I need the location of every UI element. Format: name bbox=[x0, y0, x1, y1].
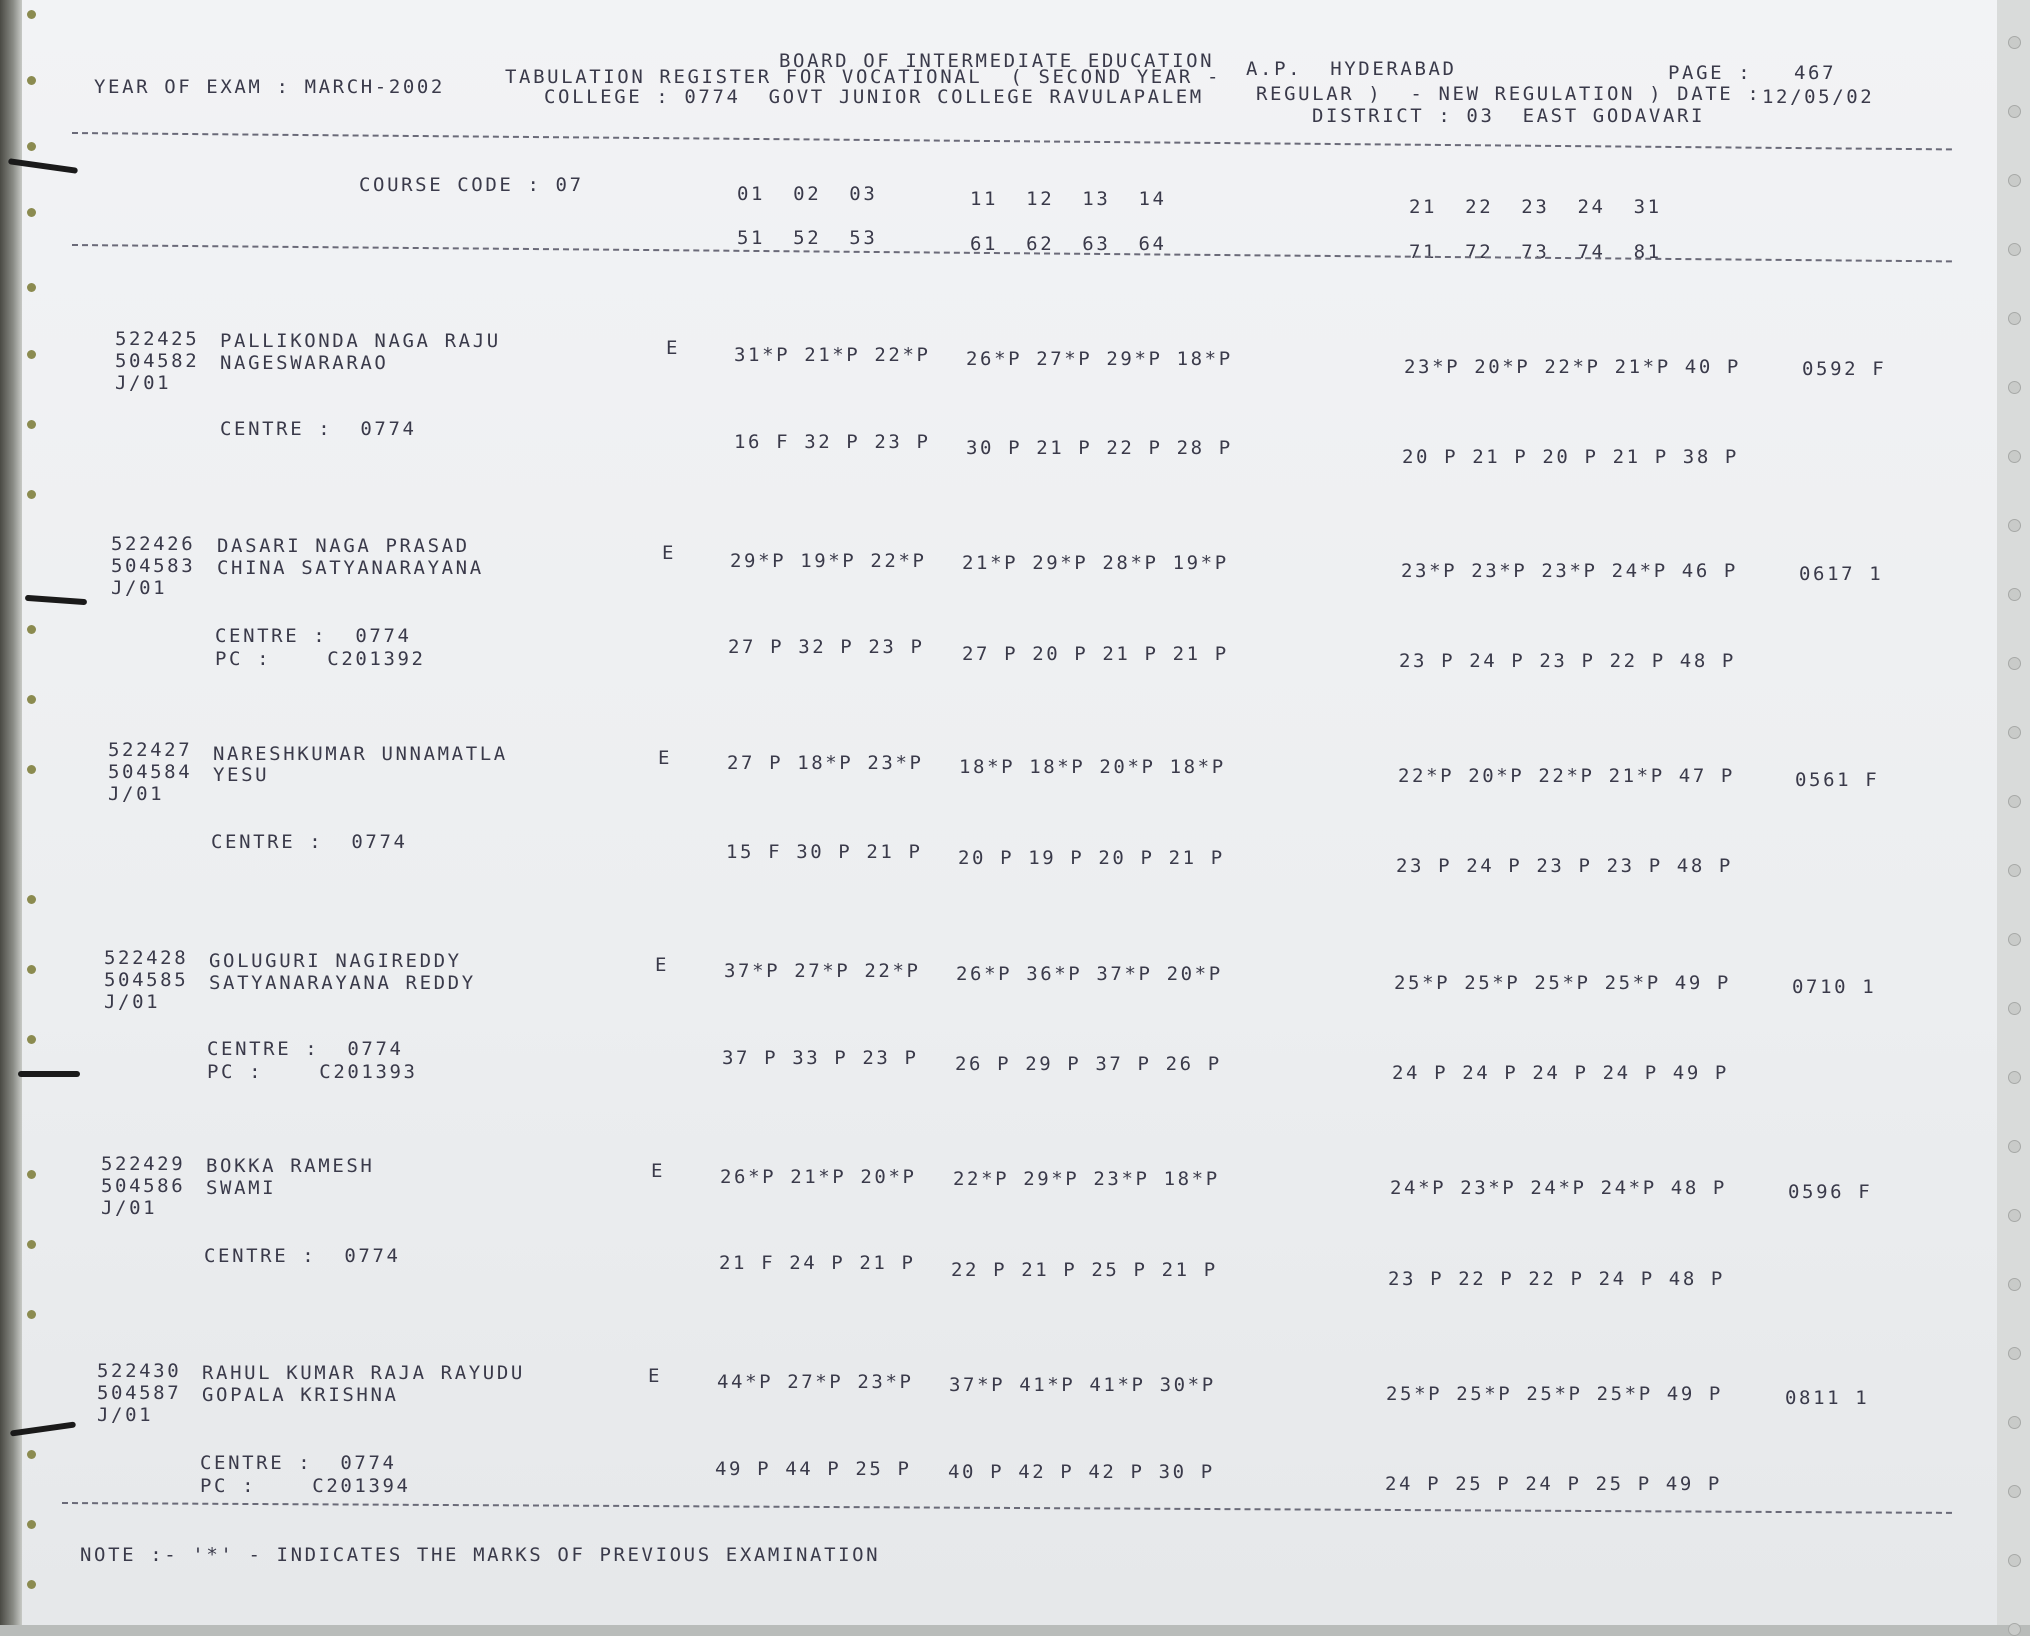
group-code: J/01 bbox=[101, 1197, 158, 1219]
marks-group1: 26*P 21*P 20*P bbox=[720, 1166, 917, 1188]
district-info: DISTRICT : 03 EAST GODAVARI bbox=[1312, 105, 1706, 127]
medium: E bbox=[648, 1365, 663, 1387]
binder-strap bbox=[18, 1071, 80, 1077]
binder-hole bbox=[27, 1035, 36, 1044]
binder-hole bbox=[27, 1580, 36, 1589]
hall-ticket-number: 522430 bbox=[97, 1360, 182, 1382]
register-title: TABULATION REGISTER FOR VOCATIONAL ( SECOND YEAR - bbox=[505, 66, 1221, 88]
year-of-exam: YEAR OF EXAM : MARCH-2002 bbox=[94, 76, 445, 98]
current-marks-group2: 22 P 21 P 25 P 21 P bbox=[951, 1259, 1218, 1281]
tabulation-register-page bbox=[22, 0, 1997, 1625]
group-code: J/01 bbox=[97, 1404, 154, 1426]
feed-hole bbox=[2008, 1209, 2021, 1222]
feed-hole bbox=[2008, 174, 2021, 187]
current-marks-group2: 30 P 21 P 22 P 28 P bbox=[966, 437, 1233, 459]
marks-group2: 26*P 36*P 37*P 20*P bbox=[956, 963, 1223, 985]
pc-code: PC : C201392 bbox=[215, 648, 426, 670]
footer-divider bbox=[62, 1502, 1952, 1514]
hall-ticket-number: 522425 bbox=[115, 328, 200, 350]
binder-edge bbox=[0, 0, 22, 1625]
marks-group1: 44*P 27*P 23*P bbox=[717, 1371, 914, 1393]
column-heading-group1-row1: 01 02 03 bbox=[737, 183, 878, 205]
total-result: 0592 F bbox=[1802, 358, 1887, 380]
total-result: 0710 1 bbox=[1792, 976, 1877, 998]
feed-hole bbox=[2008, 1140, 2021, 1153]
group-code: J/01 bbox=[115, 372, 172, 394]
feed-hole bbox=[2008, 105, 2021, 118]
feed-hole bbox=[2008, 519, 2021, 532]
binder-hole bbox=[27, 1240, 36, 1249]
marks-group3: 25*P 25*P 25*P 25*P 49 P bbox=[1394, 972, 1731, 994]
current-marks-group3: 24 P 25 P 24 P 25 P 49 P bbox=[1385, 1473, 1722, 1495]
board-location: A.P. HYDERABAD bbox=[1246, 58, 1457, 80]
current-marks-group3: 24 P 24 P 24 P 24 P 49 P bbox=[1392, 1062, 1729, 1084]
group-code: J/01 bbox=[108, 783, 165, 805]
current-marks-group1: 16 F 32 P 23 P bbox=[734, 431, 931, 453]
group-code: J/01 bbox=[104, 991, 161, 1013]
marks-group3: 22*P 20*P 22*P 21*P 47 P bbox=[1398, 765, 1735, 787]
binder-hole bbox=[27, 490, 36, 499]
marks-group1: 37*P 27*P 22*P bbox=[724, 960, 921, 982]
registration-number: 504583 bbox=[111, 555, 196, 577]
binder-hole bbox=[27, 283, 36, 292]
regulation: REGULAR ) - NEW REGULATION ) DATE : bbox=[1256, 83, 1762, 105]
feed-hole bbox=[2008, 36, 2021, 49]
current-marks-group1: 49 P 44 P 25 P bbox=[715, 1458, 912, 1480]
medium: E bbox=[655, 954, 670, 976]
marks-group1: 31*P 21*P 22*P bbox=[734, 344, 931, 366]
binder-hole bbox=[27, 1170, 36, 1179]
centre-code: CENTRE : 0774 bbox=[215, 625, 412, 647]
hall-ticket-number: 522429 bbox=[101, 1153, 186, 1175]
feed-hole bbox=[2008, 657, 2021, 670]
feed-hole bbox=[2008, 1554, 2021, 1567]
current-marks-group3: 23 P 24 P 23 P 23 P 48 P bbox=[1396, 855, 1733, 877]
student-name: NARESHKUMAR UNNAMATLA bbox=[213, 743, 508, 765]
college-info: COLLEGE : 0774 GOVT JUNIOR COLLEGE RAVULAPALEM bbox=[544, 86, 1204, 108]
column-heading-group2-row2: 61 62 63 64 bbox=[970, 233, 1167, 255]
binder-hole bbox=[27, 350, 36, 359]
father-name: GOPALA KRISHNA bbox=[202, 1384, 399, 1406]
pc-code: PC : C201393 bbox=[207, 1061, 418, 1083]
marks-group3: 23*P 20*P 22*P 21*P 40 P bbox=[1404, 356, 1741, 378]
marks-group3: 25*P 25*P 25*P 25*P 49 P bbox=[1386, 1383, 1723, 1405]
course-code: COURSE CODE : 07 bbox=[359, 174, 584, 196]
group-code: J/01 bbox=[111, 577, 168, 599]
binder-hole bbox=[27, 420, 36, 429]
feed-hole bbox=[2008, 864, 2021, 877]
board-title: BOARD OF INTERMEDIATE EDUCATION bbox=[779, 50, 1215, 72]
feed-hole bbox=[2008, 1278, 2021, 1291]
father-name: SATYANARAYANA REDDY bbox=[209, 972, 476, 994]
feed-hole bbox=[2008, 588, 2021, 601]
feed-hole bbox=[2008, 312, 2021, 325]
column-heading-group2-row1: 11 12 13 14 bbox=[970, 188, 1167, 210]
current-marks-group3: 23 P 24 P 23 P 22 P 48 P bbox=[1399, 650, 1736, 672]
feed-hole bbox=[2008, 1347, 2021, 1360]
current-marks-group1: 21 F 24 P 21 P bbox=[719, 1252, 916, 1274]
marks-group1: 27 P 18*P 23*P bbox=[727, 752, 924, 774]
binder-hole bbox=[27, 1310, 36, 1319]
marks-group3: 23*P 23*P 23*P 24*P 46 P bbox=[1401, 560, 1738, 582]
hall-ticket-number: 522428 bbox=[104, 947, 189, 969]
centre-code: CENTRE : 0774 bbox=[207, 1038, 404, 1060]
registration-number: 504586 bbox=[101, 1175, 186, 1197]
binder-hole bbox=[27, 208, 36, 217]
binder-hole bbox=[27, 142, 36, 151]
binder-hole bbox=[27, 10, 36, 19]
father-name: CHINA SATYANARAYANA bbox=[217, 557, 484, 579]
binder-hole bbox=[27, 76, 36, 85]
current-marks-group2: 40 P 42 P 42 P 30 P bbox=[948, 1461, 1215, 1483]
total-result: 0596 F bbox=[1788, 1181, 1873, 1203]
current-marks-group1: 15 F 30 P 21 P bbox=[726, 841, 923, 863]
binder-hole bbox=[27, 1450, 36, 1459]
registration-number: 504585 bbox=[104, 969, 189, 991]
marks-group3: 24*P 23*P 24*P 24*P 48 P bbox=[1390, 1177, 1727, 1199]
medium: E bbox=[651, 1160, 666, 1182]
marks-group1: 29*P 19*P 22*P bbox=[730, 550, 927, 572]
column-heading-group3-row1: 21 22 23 24 31 bbox=[1409, 196, 1662, 218]
feed-hole bbox=[2008, 1416, 2021, 1429]
feed-hole bbox=[2008, 381, 2021, 394]
student-name: BOKKA RAMESH bbox=[206, 1155, 375, 1177]
student-name: PALLIKONDA NAGA RAJU bbox=[220, 330, 501, 352]
current-marks-group2: 26 P 29 P 37 P 26 P bbox=[955, 1053, 1222, 1075]
feed-hole bbox=[2008, 1485, 2021, 1498]
current-marks-group2: 27 P 20 P 21 P 21 P bbox=[962, 643, 1229, 665]
header-divider bbox=[72, 132, 1952, 150]
registration-number: 504584 bbox=[108, 761, 193, 783]
marks-group2: 26*P 27*P 29*P 18*P bbox=[966, 348, 1233, 370]
footer-note: NOTE :- '*' - INDICATES THE MARKS OF PREVIOUS EXAMINATION bbox=[80, 1544, 881, 1566]
column-heading-group3-row2: 71 72 73 74 81 bbox=[1409, 241, 1662, 263]
marks-group2: 22*P 29*P 23*P 18*P bbox=[953, 1168, 1220, 1190]
marks-group2: 18*P 18*P 20*P 18*P bbox=[959, 756, 1226, 778]
father-name: SWAMI bbox=[206, 1177, 277, 1199]
total-result: 0811 1 bbox=[1785, 1387, 1870, 1409]
binder-hole bbox=[27, 695, 36, 704]
marks-group2: 21*P 29*P 28*P 19*P bbox=[962, 552, 1229, 574]
medium: E bbox=[662, 542, 677, 564]
column-heading-group1-row2: 51 52 53 bbox=[737, 227, 878, 249]
binder-hole bbox=[27, 765, 36, 774]
current-marks-group1: 37 P 33 P 23 P bbox=[722, 1047, 919, 1069]
medium: E bbox=[658, 747, 673, 769]
student-name: DASARI NAGA PRASAD bbox=[217, 535, 470, 557]
feed-hole bbox=[2008, 1071, 2021, 1084]
total-result: 0561 F bbox=[1795, 769, 1880, 791]
current-marks-group3: 20 P 21 P 20 P 21 P 38 P bbox=[1402, 446, 1739, 468]
centre-code: CENTRE : 0774 bbox=[220, 418, 417, 440]
page-label: PAGE : bbox=[1668, 62, 1753, 84]
current-marks-group3: 23 P 22 P 22 P 24 P 48 P bbox=[1388, 1268, 1725, 1290]
current-marks-group2: 20 P 19 P 20 P 21 P bbox=[958, 847, 1225, 869]
page-number: 467 bbox=[1794, 62, 1837, 84]
pc-code: PC : C201394 bbox=[200, 1475, 411, 1497]
binder-hole bbox=[27, 965, 36, 974]
feed-hole bbox=[2008, 1002, 2021, 1015]
hall-ticket-number: 522427 bbox=[108, 739, 193, 761]
binder-hole bbox=[27, 625, 36, 634]
medium: E bbox=[666, 337, 681, 359]
registration-number: 504587 bbox=[97, 1382, 182, 1404]
centre-code: CENTRE : 0774 bbox=[204, 1245, 401, 1267]
father-name: YESU bbox=[213, 764, 270, 786]
centre-code: CENTRE : 0774 bbox=[200, 1452, 397, 1474]
feed-hole bbox=[2008, 795, 2021, 808]
feed-hole bbox=[2008, 726, 2021, 739]
registration-number: 504582 bbox=[115, 350, 200, 372]
centre-code: CENTRE : 0774 bbox=[211, 831, 408, 853]
student-name: RAHUL KUMAR RAJA RAYUDU bbox=[202, 1362, 525, 1384]
father-name: NAGESWARARAO bbox=[220, 352, 389, 374]
binder-hole bbox=[27, 895, 36, 904]
current-marks-group1: 27 P 32 P 23 P bbox=[728, 636, 925, 658]
hall-ticket-number: 522426 bbox=[111, 533, 196, 555]
student-name: GOLUGURI NAGIREDDY bbox=[209, 950, 462, 972]
total-result: 0617 1 bbox=[1799, 563, 1884, 585]
feed-hole bbox=[2008, 933, 2021, 946]
binder-hole bbox=[27, 1520, 36, 1529]
marks-group2: 37*P 41*P 41*P 30*P bbox=[949, 1374, 1216, 1396]
feed-hole bbox=[2008, 243, 2021, 256]
feed-hole bbox=[2008, 450, 2021, 463]
report-date: 12/05/02 bbox=[1762, 86, 1875, 108]
